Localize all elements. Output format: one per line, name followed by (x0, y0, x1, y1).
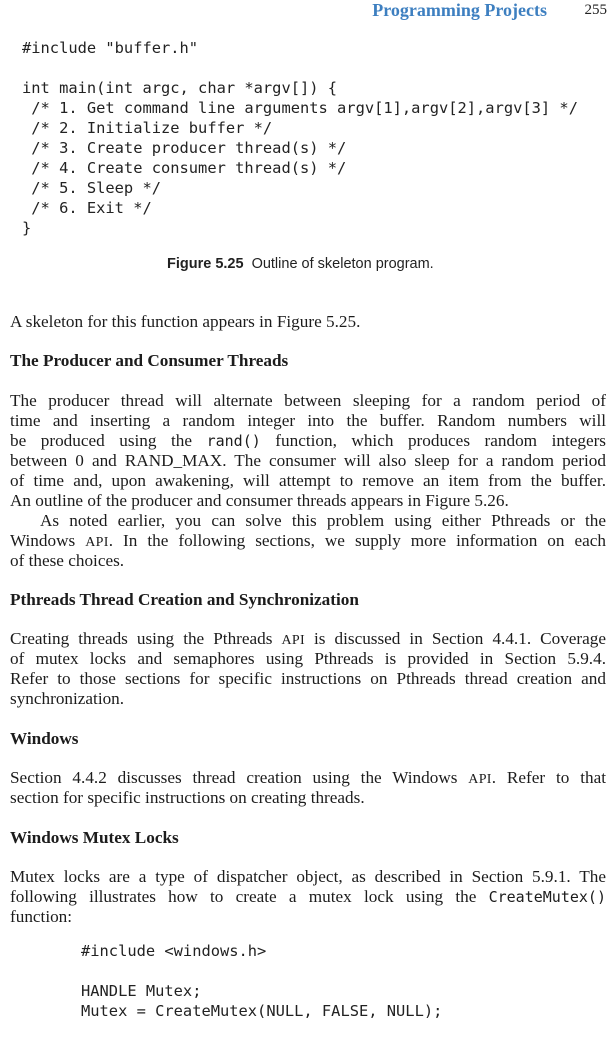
running-head-title: Programming Projects (372, 0, 547, 20)
skeleton-code-block (22, 38, 602, 238)
code-line: /* 4. Create consumer thread(s) */ (22, 159, 347, 177)
small-caps-api: API (85, 535, 109, 550)
code-line: #include <windows.h> (81, 942, 267, 960)
small-caps-api: API (468, 772, 492, 787)
code-line: /* 3. Create producer thread(s) */ (22, 139, 347, 157)
paragraph-line: An outline of the producer and consumer threads appears in Figure 5.26. (10, 491, 509, 510)
running-head (0, 0, 610, 24)
paragraph-line (10, 531, 606, 551)
small-caps-api: API (281, 633, 305, 648)
paragraph-line (10, 887, 606, 907)
text-run: Creating threads using the Pthreads (10, 629, 282, 648)
text-run: Windows (10, 531, 86, 550)
section-heading-pthreads: Pthreads Thread Creation and Synchronization (10, 590, 359, 609)
paragraph-line: synchronization. (10, 689, 125, 708)
inline-code-rand: rand() (206, 432, 261, 450)
inline-code-createmutex: CreateMutex() (488, 888, 606, 906)
code-line: HANDLE Mutex; (81, 982, 202, 1000)
paragraph-line: of mutex locks and semaphores using Pthreads is provided in Section 5.9.4. (10, 649, 606, 668)
text-run: . In the following sections, we supply more information on each (108, 531, 606, 550)
code-line: Mutex = CreateMutex(NULL, FALSE, NULL); (81, 1002, 443, 1020)
text-run: . Refer to that (491, 768, 606, 787)
code-line: } (22, 219, 32, 237)
paragraph-line: Mutex locks are a type of dispatcher object, as described in Section 5.9.1. The (10, 867, 606, 886)
text-run: following illustrates how to create a mutex lock using the (10, 887, 489, 906)
paragraph-line (10, 431, 606, 451)
code-line: /* 1. Get command line arguments argv[1],argv[2],argv[3] */ (22, 99, 578, 117)
paragraph-line: Refer to those sections for specific instructions on Pthreads thread creation and (10, 669, 606, 688)
section-heading-windows-mutex: Windows Mutex Locks (10, 828, 179, 847)
paragraph-line: of time and, upon awakening, will attempt to remove an item from the buffer. (10, 471, 606, 490)
paragraph-line (10, 768, 606, 788)
section-heading-producer-consumer: The Producer and Consumer Threads (10, 351, 289, 370)
code-line: #include "buffer.h" (22, 39, 199, 57)
section-heading-windows: Windows (10, 729, 79, 748)
paragraph-line (10, 629, 606, 649)
code-line: /* 2. Initialize buffer */ (22, 119, 273, 137)
text-run: Section 4.4.2 discusses thread creation using the Windows (10, 768, 469, 787)
paragraph-line: The producer thread will alternate between sleeping for a random period of (10, 391, 606, 410)
text-run: be produced using the (10, 431, 207, 450)
figure-caption-text: Outline of skeleton program. (251, 256, 434, 272)
paragraph-line: function: (10, 907, 73, 926)
paragraph-line: section for specific instructions on creating threads. (10, 788, 365, 807)
paragraph-line: of these choices. (10, 551, 125, 570)
intro-paragraph: A skeleton for this function appears in Figure 5.25. (10, 312, 361, 331)
paragraph-line: time and inserting a random integer into the buffer. Random numbers will (10, 411, 606, 430)
code-line: int main(int argc, char *argv[]) { (22, 79, 338, 97)
code-line: /* 5. Sleep */ (22, 179, 161, 197)
text-run: function, which produces random integers (260, 431, 606, 450)
figure-label: Figure 5.25 (167, 256, 244, 272)
mutex-code-block (81, 941, 601, 1021)
page-number: 255 (584, 2, 607, 18)
code-line: /* 6. Exit */ (22, 199, 152, 217)
text-run: is discussed in Section 4.4.1. Coverage (304, 629, 607, 648)
paragraph-line: between 0 and RAND_MAX. The consumer will also sleep for a random period (10, 451, 606, 470)
paragraph-line: As noted earlier, you can solve this problem using either Pthreads or the (40, 511, 606, 530)
